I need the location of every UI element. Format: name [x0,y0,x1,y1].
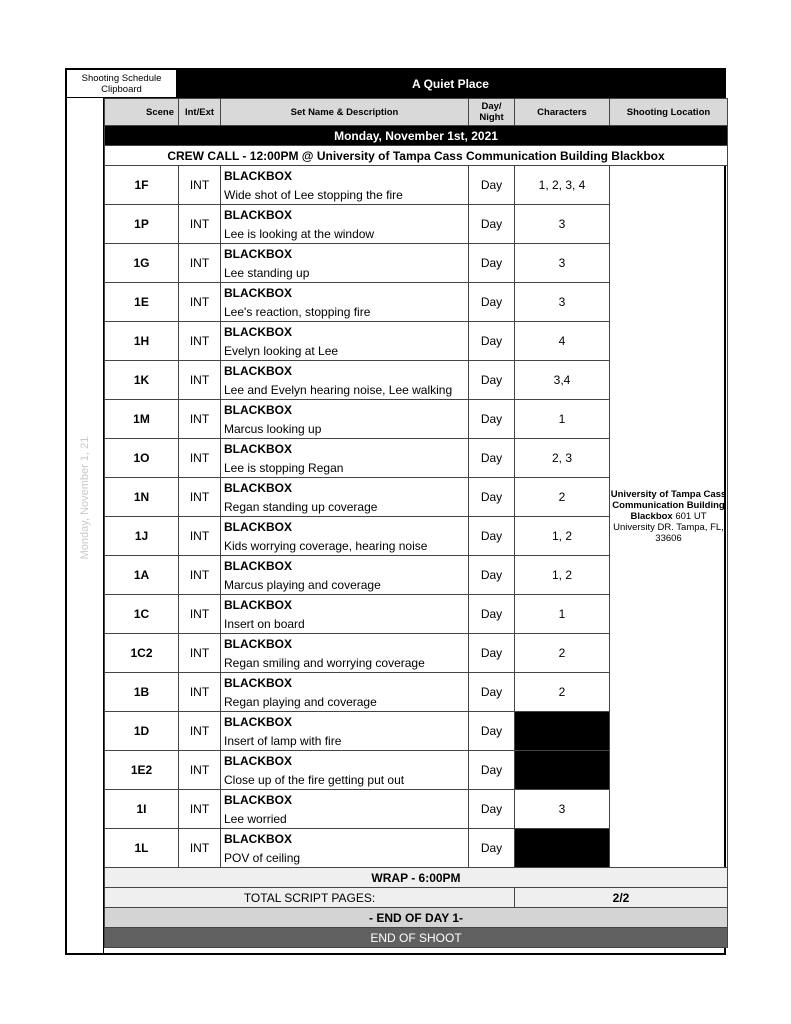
set-inner [221,361,468,399]
set-description: POV of ceiling [224,850,301,865]
characters: 1, 2 [515,556,610,595]
day-night: Day [469,673,515,712]
characters: 2, 3 [515,439,610,478]
location-name: University of Tampa Cass Communication Building Blackbox [610,489,727,522]
set-name: BLACKBOX [224,519,292,534]
set-name: BLACKBOX [224,207,292,222]
wrap-time: WRAP - 6:00PM [105,868,728,888]
crew-call-row [105,146,728,166]
set-cell [221,829,469,868]
side-strip [67,98,103,953]
characters [515,829,610,868]
set-description: Insert on board [224,616,305,631]
scene-number: 1K [105,361,179,400]
day-night: Day [469,829,515,868]
characters: 1, 2, 3, 4 [515,166,610,205]
int-ext: INT [179,751,221,790]
characters: 3 [515,205,610,244]
scene-number: 1A [105,556,179,595]
set-cell [221,244,469,283]
int-ext: INT [179,361,221,400]
total-pages-label: TOTAL SCRIPT PAGES: [105,888,515,908]
characters: 2 [515,673,610,712]
day-night: Day [469,205,515,244]
characters: 2 [515,634,610,673]
day-header-row [105,126,728,146]
set-description: Lee standing up [224,265,310,280]
set-name: BLACKBOX [224,597,292,612]
set-inner [221,595,468,633]
set-description: Lee is stopping Regan [224,460,344,475]
set-inner [221,634,468,672]
set-cell [221,361,469,400]
scene-number: 1C2 [105,634,179,673]
characters: 3 [515,283,610,322]
set-description: Lee worried [224,811,287,826]
set-name: BLACKBOX [224,714,292,729]
side-date-label: Monday, November 1, 21 [79,436,91,560]
day-header: Monday, November 1st, 2021 [105,126,728,146]
set-cell [221,751,469,790]
set-inner [221,517,468,555]
scene-number: 1D [105,712,179,751]
int-ext: INT [179,439,221,478]
end-of-shoot-row [105,928,728,948]
characters: 1 [515,595,610,634]
set-inner [221,790,468,828]
set-name: BLACKBOX [224,831,292,846]
scene-number: 1E2 [105,751,179,790]
set-inner [221,829,468,867]
schedule-table [104,98,728,948]
set-inner [221,166,468,204]
production-title: A Quiet Place [177,70,724,98]
wrap-row [105,868,728,888]
set-name: BLACKBOX [224,246,292,261]
int-ext: INT [179,322,221,361]
int-ext: INT [179,244,221,283]
set-inner [221,439,468,477]
day-night: Day [469,751,515,790]
int-ext: INT [179,400,221,439]
set-description: Close up of the fire getting put out [224,772,405,787]
int-ext: INT [179,634,221,673]
characters: 4 [515,322,610,361]
schedule-grid [103,98,727,953]
set-description: Evelyn looking at Lee [224,343,339,358]
total-pages-value: 2/2 [515,888,728,908]
set-description: Regan playing and coverage [224,694,377,709]
clipboard-label: Shooting Schedule Clipboard [67,70,177,98]
scene-number: 1B [105,673,179,712]
end-of-day-row [105,908,728,928]
scene-row [105,166,728,205]
set-name: BLACKBOX [224,285,292,300]
scene-number: 1J [105,517,179,556]
characters: 3,4 [515,361,610,400]
set-cell [221,517,469,556]
set-description: Lee's reaction, stopping fire [224,304,371,319]
set-cell [221,205,469,244]
set-cell [221,322,469,361]
scene-number: 1I [105,790,179,829]
set-cell [221,439,469,478]
int-ext: INT [179,556,221,595]
int-ext: INT [179,205,221,244]
location-address: 601 UT University DR. Tampa, FL, 33606 [613,511,724,544]
set-cell [221,712,469,751]
day-night: Day [469,478,515,517]
int-ext: INT [179,673,221,712]
int-ext: INT [179,283,221,322]
scene-number: 1N [105,478,179,517]
int-ext: INT [179,829,221,868]
day-night: Day [469,712,515,751]
int-ext: INT [179,166,221,205]
set-cell [221,283,469,322]
day-night: Day [469,595,515,634]
int-ext: INT [179,712,221,751]
set-name: BLACKBOX [224,753,292,768]
set-inner [221,712,468,750]
characters: 1 [515,400,610,439]
day-night: Day [469,556,515,595]
col-location: Shooting Location [610,99,728,126]
set-description: Lee and Evelyn hearing noise, Lee walking [224,382,453,397]
set-inner [221,205,468,243]
set-cell [221,166,469,205]
end-of-shoot: END OF SHOOT [105,928,728,948]
set-cell [221,673,469,712]
set-cell [221,634,469,673]
int-ext: INT [179,478,221,517]
scene-number: 1L [105,829,179,868]
characters: 3 [515,244,610,283]
scene-number: 1F [105,166,179,205]
int-ext: INT [179,517,221,556]
set-description: Marcus looking up [224,421,322,436]
col-scene: Scene [105,99,179,126]
day-night: Day [469,283,515,322]
set-inner [221,400,468,438]
day-night: Day [469,244,515,283]
set-description: Insert of lamp with fire [224,733,342,748]
set-inner [221,556,468,594]
set-name: BLACKBOX [224,558,292,573]
set-name: BLACKBOX [224,636,292,651]
day-night: Day [469,400,515,439]
set-name: BLACKBOX [224,363,292,378]
set-name: BLACKBOX [224,324,292,339]
set-name: BLACKBOX [224,168,292,183]
day-night: Day [469,439,515,478]
day-night: Day [469,517,515,556]
set-name: BLACKBOX [224,792,292,807]
set-cell [221,556,469,595]
set-description: Kids worrying coverage, hearing noise [224,538,428,553]
col-set: Set Name & Description [221,99,469,126]
set-inner [221,283,468,321]
set-cell [221,400,469,439]
shooting-location [610,166,728,868]
set-cell [221,595,469,634]
crew-call: CREW CALL - 12:00PM @ University of Tampa Cass Communication Building Blackbox [105,146,728,166]
characters: 2 [515,478,610,517]
set-description: Lee is looking at the window [224,226,375,241]
set-cell [221,790,469,829]
set-inner [221,751,468,789]
set-name: BLACKBOX [224,441,292,456]
set-description: Regan smiling and worrying coverage [224,655,425,670]
scene-number: 1M [105,400,179,439]
total-pages-row [105,888,728,908]
set-inner [221,478,468,516]
characters [515,751,610,790]
set-inner [221,322,468,360]
set-cell [221,478,469,517]
set-description: Regan standing up coverage [224,499,378,514]
set-inner [221,244,468,282]
day-night: Day [469,790,515,829]
day-night: Day [469,166,515,205]
col-day-night: Day/ Night [469,99,515,126]
end-of-day: - END OF DAY 1- [105,908,728,928]
scene-number: 1H [105,322,179,361]
scene-number: 1O [105,439,179,478]
scene-number: 1C [105,595,179,634]
int-ext: INT [179,790,221,829]
int-ext: INT [179,595,221,634]
set-name: BLACKBOX [224,675,292,690]
characters: 1, 2 [515,517,610,556]
shooting-schedule-sheet [65,68,726,955]
scene-number: 1P [105,205,179,244]
scene-number: 1G [105,244,179,283]
set-description: Wide shot of Lee stopping the fire [224,187,403,202]
set-description: Marcus playing and coverage [224,577,381,592]
scene-number: 1E [105,283,179,322]
characters: 3 [515,790,610,829]
day-night: Day [469,634,515,673]
col-characters: Characters [515,99,610,126]
column-header-row [105,99,728,126]
day-night: Day [469,361,515,400]
set-name: BLACKBOX [224,402,292,417]
characters [515,712,610,751]
set-inner [221,673,468,711]
day-night: Day [469,322,515,361]
col-int-ext: Int/Ext [179,99,221,126]
set-name: BLACKBOX [224,480,292,495]
